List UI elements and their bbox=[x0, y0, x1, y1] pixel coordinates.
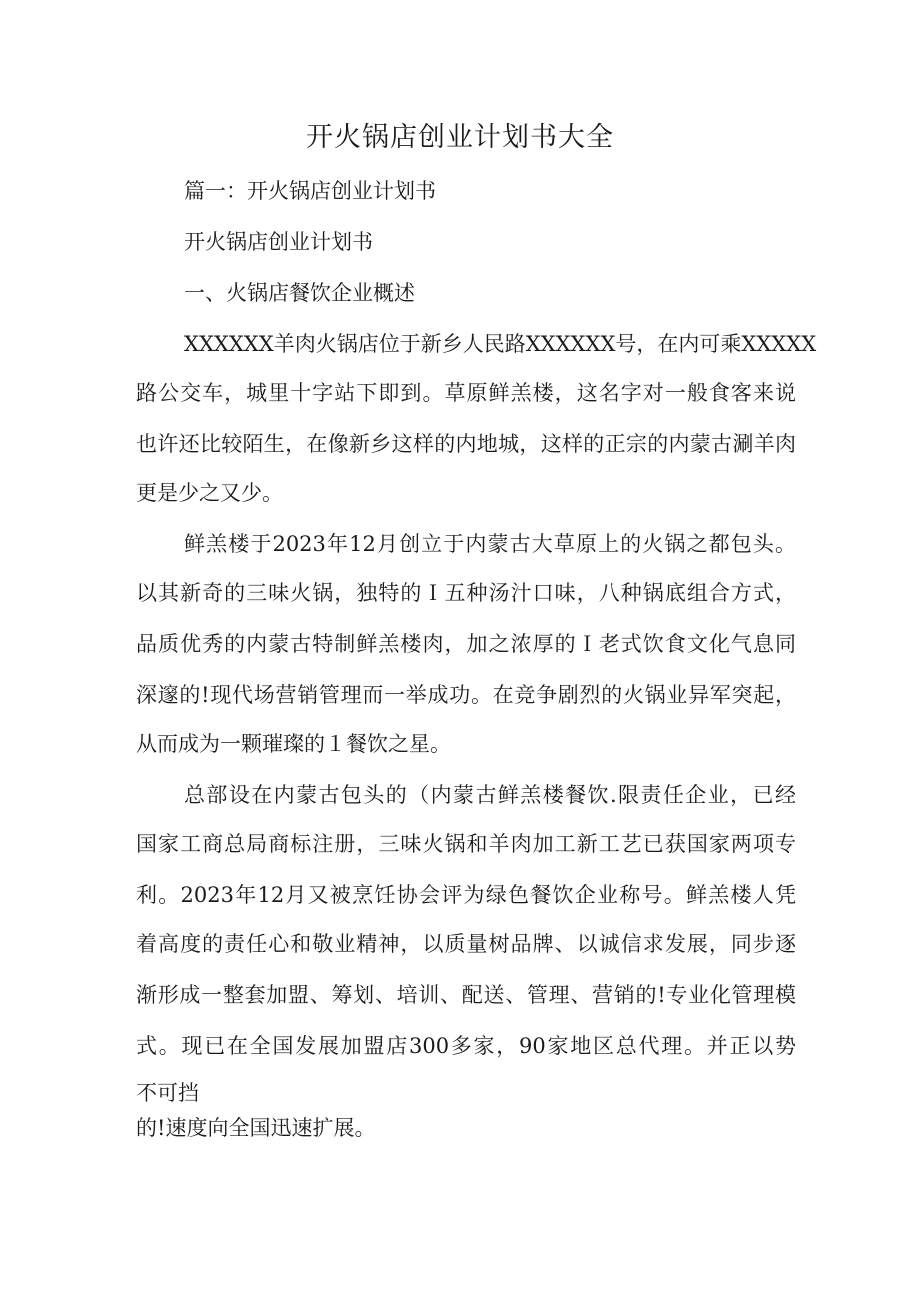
paragraph-line: 不可挡 bbox=[136, 1081, 199, 1105]
paragraph-line: 的!速度向全国迅速扩展。 bbox=[136, 1116, 376, 1140]
paragraph-line: 利。2023年12月又被烹饪协会评为绿色餐饮企业称号。鲜羔楼人凭 bbox=[136, 883, 796, 907]
paragraph-line: 国家工商总局商标注册，三味火锅和羊肉加工新工艺已获国家两项专 bbox=[136, 832, 796, 856]
paragraph-line: 总部设在内蒙古包头的（内蒙古鲜羔楼餐饮.限责任企业，已经 bbox=[184, 783, 796, 807]
paragraph-line: 以其新奇的三味火锅，独特的Ｉ五种汤汁口味，八种锅底组合方式， bbox=[136, 581, 796, 605]
paragraph-line: 深邃的!现代场营销管理而一举成功。在竞争剧烈的火锅业异军突起， bbox=[136, 683, 796, 707]
paragraph-line: 也许还比较陌生，在像新乡这样的内地城，这样的正宗的内蒙古涮羊肉 bbox=[136, 432, 796, 456]
paragraph-line: 路公交车，城里十字站下即到。草原鲜羔楼，这名字对一般食客来说 bbox=[136, 381, 796, 405]
document-title: 开火锅店创业计划书大全 bbox=[306, 122, 614, 153]
paragraph-line: 更是少之又少。 bbox=[136, 481, 283, 505]
paragraph-line: 鲜羔楼于2023年12月创立于内蒙古大草原上的火锅之都包头。 bbox=[184, 532, 796, 556]
paragraph-line: 着高度的责任心和敬业精神，以质量树品牌、以诚信求发展，同步逐 bbox=[136, 932, 796, 956]
paragraph-line: 渐形成一整套加盟、筹划、培训、配送、管理、营销的!专业化管理模 bbox=[136, 983, 796, 1007]
section-heading: 篇一：开火锅店创业计划书 bbox=[184, 179, 436, 203]
paragraph-line: 式。现已在全国发展加盟店300多家，90家地区总代理。并正以势 bbox=[136, 1034, 796, 1058]
chapter-heading: 一、火锅店餐饮企业概述 bbox=[184, 281, 415, 305]
paragraph-line: 品质优秀的内蒙古特制鲜羔楼肉，加之浓厚的Ｉ老式饮食文化气息同 bbox=[136, 632, 796, 656]
sub-heading: 开火锅店创业计划书 bbox=[184, 230, 373, 254]
paragraph-line: 从而成为一颗璀璨的１餐饮之星。 bbox=[136, 732, 451, 756]
paragraph-line: XXXXXX羊肉火锅店位于新乡人民路XXXXXX号，在内可乘XXXXX bbox=[184, 332, 817, 356]
